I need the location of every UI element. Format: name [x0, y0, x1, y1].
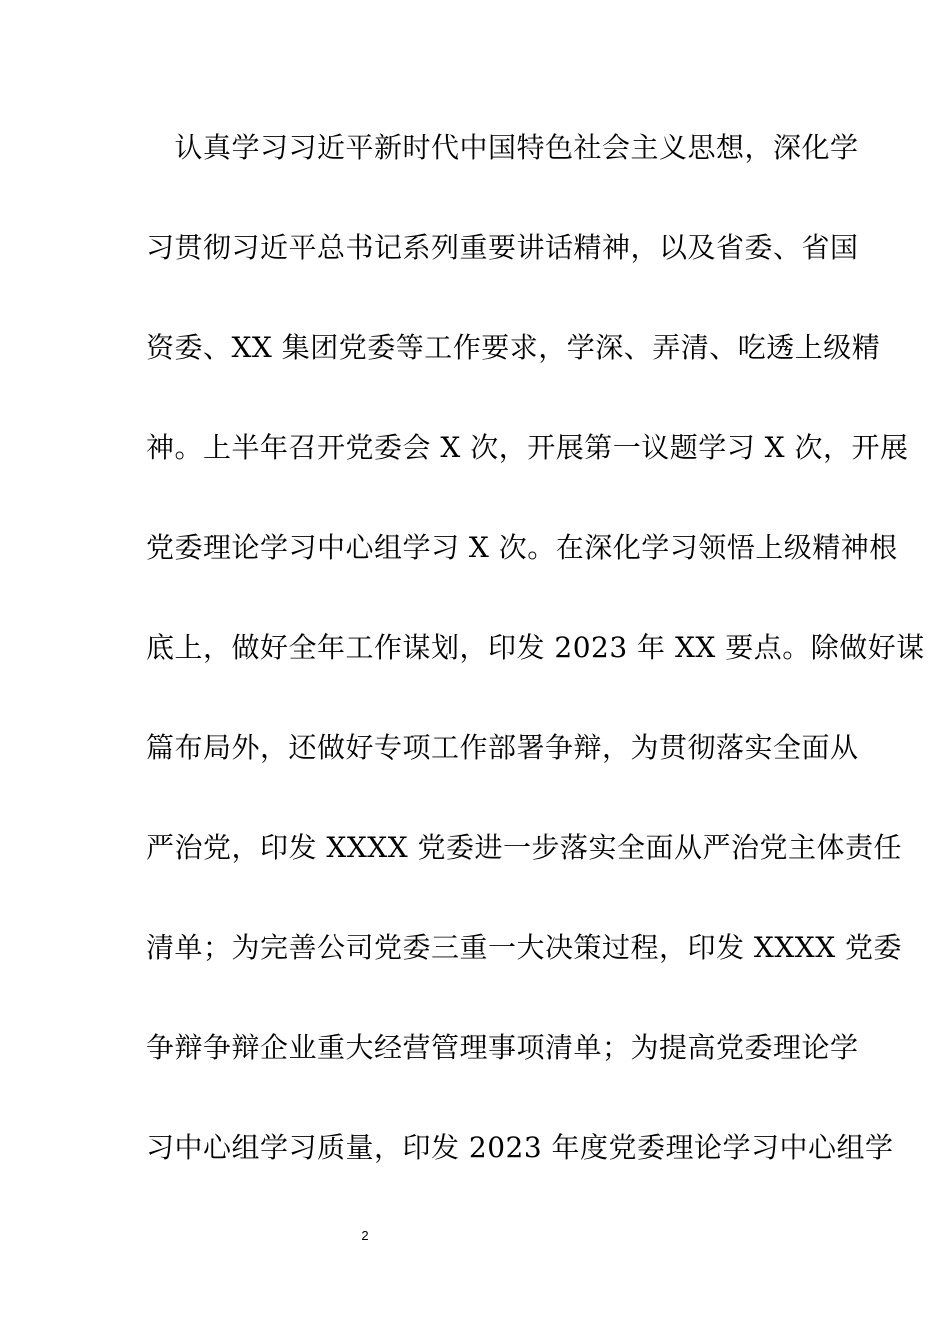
text-line: 清单；为完善公司党委三重一大决策过程，印发 XXXX 党委	[146, 931, 903, 964]
text-line: 认真学习习近平新时代中国特色社会主义思想，深化学	[146, 131, 859, 164]
text-line: 习中心组学习质量，印发 2023 年度党委理论学习中心组学	[146, 1131, 894, 1164]
text-line: 神。上半年召开党委会 X 次，开展第一议题学习 X 次，开展	[146, 431, 909, 464]
page-number: 2	[361, 1228, 369, 1243]
text-line: 篇布局外，还做好专项工作部署争辩，为贯彻落实全面从	[146, 731, 859, 764]
text-line: 习贯彻习近平总书记系列重要讲话精神，以及省委、省国	[146, 231, 859, 264]
text-line: 底上，做好全年工作谋划，印发 2023 年 XX 要点。除做好谋	[146, 631, 925, 664]
text-line: 争辩争辩企业重大经营管理事项清单；为提高党委理论学	[146, 1031, 859, 1064]
text-line: 严治党，印发 XXXX 党委进一步落实全面从严治党主体责任	[146, 831, 903, 864]
text-line: 党委理论学习中心组学习 X 次。在深化学习领悟上级精神根	[146, 531, 898, 564]
text-line: 资委、XX 集团党委等工作要求，学深、弄清、吃透上级精	[146, 331, 881, 364]
